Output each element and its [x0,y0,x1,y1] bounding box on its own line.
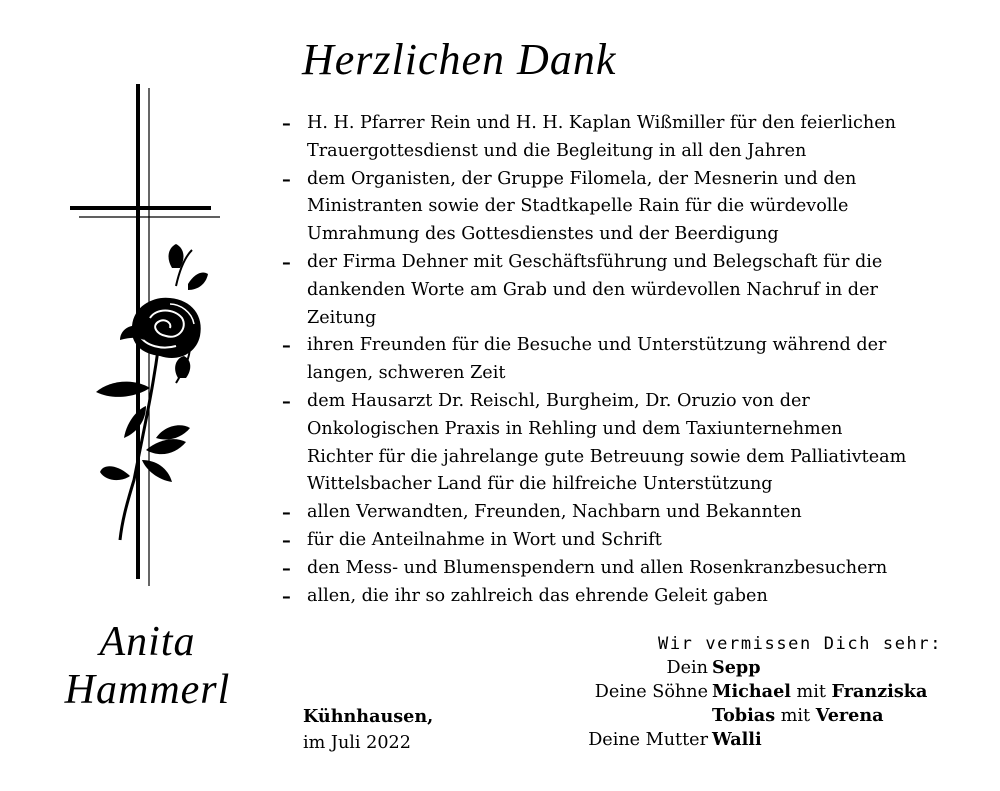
list-item [282,110,972,166]
list-item-line: allen, die ihr so zahlreich das ehrende Geleit gaben [307,585,768,606]
bullet-dash: – [282,113,291,134]
list-item-line: Zeitung [307,307,377,328]
list-item [282,166,972,249]
list-item-line: der Firma Dehner mit Geschäftsführung und Belegschaft für die [307,251,883,272]
relation-label: Deine Mutter [588,730,708,750]
list-item [282,555,972,583]
family-name: Verena [815,705,884,726]
place-date-text: im Juli 2022 [303,733,411,753]
bullet-dash: – [282,251,291,273]
list-item-line: Richter für die jahrelange gute Betreuung sowie dem Palliativteam [307,446,907,467]
family-name: Franziska [831,681,928,702]
bullet-dash: – [282,168,291,190]
deceased-name [40,618,255,714]
list-item-line: Onkologischen Praxis in Rehling und dem Taxiunternehmen [307,418,843,439]
list-item-line: Ministranten sowie der Stadtkapelle Rain für die würdevolle [307,196,849,217]
bullet-dash: – [282,390,291,412]
thanks-list [282,110,972,610]
list-item-line: ihren Freunden für die Besuche und Unterstützung während der [307,335,887,356]
list-item [282,388,972,499]
list-item [282,499,972,527]
family-row-sons-2 [520,704,980,728]
list-item-line: H. H. Pfarrer Rein und H. H. Kaplan Wißmiller für den feierlichen [307,113,896,133]
list-item-line: dem Hausarzt Dr. Reischl, Burgheim, Dr. Oruzio von der [307,390,810,411]
deceased-first-name: Anita [99,619,196,665]
family-signature [520,656,980,752]
family-name: Walli [712,729,762,750]
rose-icon [96,244,208,540]
list-item-line: Trauergottesdienst und die Begleitung in all den Jahren [307,140,807,161]
family-row-sons [520,680,980,704]
bullet-dash: – [282,557,291,579]
deceased-last-name: Hammerl [64,667,231,713]
page-title: Herzlichen Dank [302,35,617,84]
relation-label-empty [520,704,712,728]
family-name: Sepp [712,657,761,678]
family-row-mother [520,728,980,752]
family-name: Tobias [712,705,776,726]
list-item-line: langen, schweren Zeit [307,363,506,384]
bullet-dash: – [282,335,291,357]
list-item [282,527,972,555]
list-item-line: dem Organisten, der Gruppe Filomela, der Mesnerin und den [307,168,857,189]
list-item-line: Umrahmung des Gottesdienstes und der Beerdigung [307,224,779,245]
list-item [282,249,972,332]
cross-rose-illustration [60,78,230,598]
miss-line: Wir vermissen Dich sehr: [658,634,943,654]
list-item-line: Wittelsbacher Land für die hilfreiche Unterstützung [307,474,773,495]
list-item-line: allen Verwandten, Freunden, Nachbarn und Bekannten [307,502,802,523]
family-row-spouse [520,656,980,680]
bullet-dash: – [282,585,291,607]
bullet-dash: – [282,502,291,524]
list-item-line: den Mess- und Blumenspendern und allen Rosenkranzbesuchern [307,557,888,578]
list-item-line: für die Anteilnahme in Wort und Schrift [307,529,662,550]
list-item [282,332,972,388]
connector-word: mit [796,682,826,702]
bullet-dash: – [282,529,291,551]
relation-label: Deine Söhne [594,682,708,702]
place-date [303,704,433,756]
list-item-line: dankenden Worte am Grab und den würdevollen Nachruf in der [307,279,878,300]
list-item [282,583,972,611]
relation-label: Dein [666,658,708,678]
family-name: Michael [712,681,791,702]
place-town: Kühnhausen, [303,706,434,727]
connector-word: mit [780,706,811,726]
